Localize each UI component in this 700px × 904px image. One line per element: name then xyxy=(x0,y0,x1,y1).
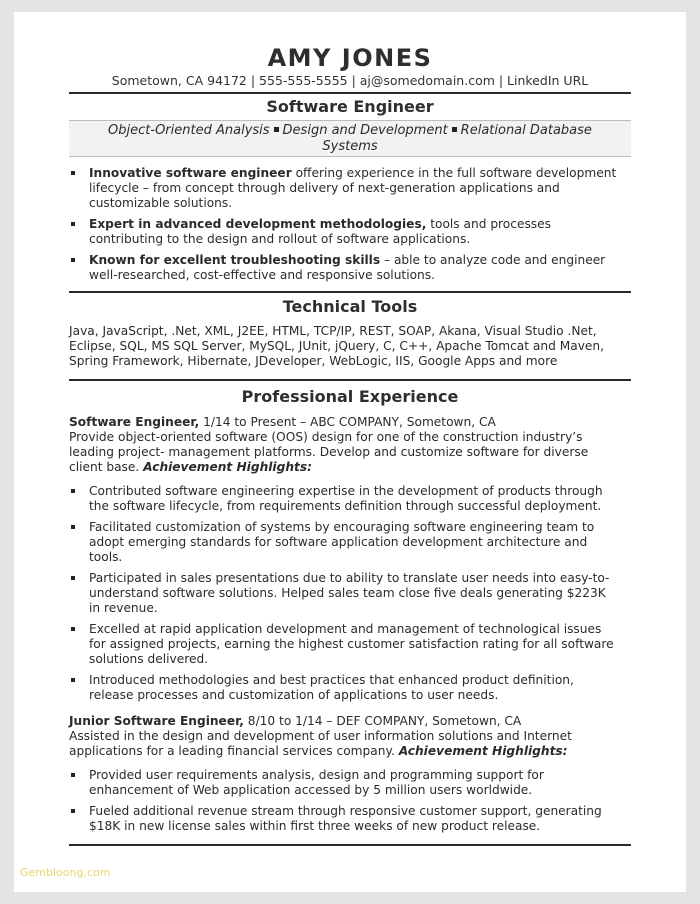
job-meta: 1/14 to Present – ABC COMPANY, Sometown, CA xyxy=(199,415,496,429)
summary-text: lifecycle – from concept through delivery of next-generation applications and xyxy=(89,181,560,195)
list-item xyxy=(69,253,634,283)
skill-item: Systems xyxy=(322,138,378,154)
bullet-text: Excelled at rapid application development and management of technological issues xyxy=(89,622,602,636)
watermark: Gembloong.com xyxy=(20,866,111,879)
section-heading: Technical Tools xyxy=(282,297,418,316)
square-bullet-icon xyxy=(71,489,75,493)
summary-text: well-researched, cost-effective and responsive solutions. xyxy=(89,268,435,282)
bullet-text: solutions delivered. xyxy=(89,652,209,666)
applicant-name: AMY JONES xyxy=(267,44,433,72)
bullet-text: in revenue. xyxy=(89,601,158,615)
bullet-text: the software lifecycle, from requirements definition through successful deployment. xyxy=(89,499,602,513)
square-bullet-icon xyxy=(452,127,457,132)
tools-list xyxy=(69,324,634,369)
summary-list xyxy=(69,166,634,283)
bullet-text: tools. xyxy=(89,550,123,564)
list-item xyxy=(69,571,634,616)
list-item xyxy=(69,804,634,834)
tools-line: Spring Framework, Hibernate, JDeveloper, WebLogic, IIS, Google Apps and more xyxy=(69,354,558,368)
tools-line: Eclipse, SQL, MS SQL Server, MySQL, JUnit, jQuery, C, C++, Apache Tomcat and Maven, xyxy=(69,339,605,353)
achievement-list xyxy=(69,484,634,703)
job-title: Software Engineer, xyxy=(69,415,200,429)
square-bullet-icon xyxy=(71,525,75,529)
job-header xyxy=(69,415,634,430)
divider xyxy=(69,291,631,293)
list-item xyxy=(69,484,634,514)
bullet-text: adopt emerging standards for software application development architecture and xyxy=(89,535,588,549)
list-item xyxy=(69,622,634,667)
bullet-text: Facilitated customization of systems by encouraging software engineering team to xyxy=(89,520,595,534)
job-entry xyxy=(69,415,634,475)
list-item xyxy=(69,166,634,211)
bullet-text: release processes and customization of applications to user needs. xyxy=(89,688,499,702)
job-title: Junior Software Engineer, xyxy=(69,714,244,728)
square-bullet-icon xyxy=(71,576,75,580)
resume-page xyxy=(14,12,686,892)
summary-bold: Known for excellent troubleshooting skills xyxy=(89,253,381,267)
bullet-text: Contributed software engineering expertise in the development of products through xyxy=(89,484,603,498)
bullet-text: $18K in new license sales within first three weeks of new product release. xyxy=(89,819,541,833)
tools-line: Java, JavaScript, .Net, XML, J2EE, HTML, TCP/IP, REST, SOAP, Akana, Visual Studio .Net, xyxy=(69,324,597,338)
contact-line: Sometown, CA 94172 | 555-555-5555 | aj@somedomain.com | LinkedIn URL xyxy=(111,73,589,88)
bullet-text: Introduced methodologies and best practices that enhanced product definition, xyxy=(89,673,574,687)
summary-text: contributing to the design and rollout of software applications. xyxy=(89,232,471,246)
achievement-list xyxy=(69,768,634,834)
job-description xyxy=(69,744,634,759)
bullet-text: for assigned projects, earning the highest customer satisfaction rating for all software xyxy=(89,637,614,651)
list-item xyxy=(69,673,634,703)
skill-item: Relational Database xyxy=(460,123,592,138)
divider xyxy=(69,92,631,94)
highlights-label: Achievement Highlights: xyxy=(398,744,568,758)
core-skills-box xyxy=(69,120,631,157)
bullet-text: understand software solutions. Helped sales team close five deals generating $223K xyxy=(89,586,606,600)
summary-text: offering experience in the full software development xyxy=(291,166,617,180)
square-bullet-icon xyxy=(71,258,75,262)
job-header xyxy=(69,714,634,729)
square-bullet-icon xyxy=(71,678,75,682)
list-item xyxy=(69,768,634,798)
job-description xyxy=(69,460,634,475)
summary-bold: Innovative software engineer xyxy=(89,166,292,180)
job-description-text: applications for a leading financial services company. xyxy=(69,744,399,758)
job-description-text: client base. xyxy=(69,460,144,474)
square-bullet-icon xyxy=(71,809,75,813)
summary-text: tools and processes xyxy=(426,217,552,231)
highlights-label: Achievement Highlights: xyxy=(143,460,312,474)
square-bullet-icon xyxy=(71,171,75,175)
square-bullet-icon xyxy=(71,773,75,777)
list-item xyxy=(69,217,634,247)
square-bullet-icon xyxy=(71,222,75,226)
job-description: leading project- management platforms. Develop and customize software for diverse xyxy=(69,445,589,459)
summary-bold: Expert in advanced development methodologies, xyxy=(89,217,427,231)
bullet-text: Fueled additional revenue stream through responsive customer support, generating xyxy=(89,804,602,818)
job-entry xyxy=(69,714,634,759)
skill-item: Design and Development xyxy=(282,123,448,138)
divider xyxy=(69,844,631,846)
job-meta: 8/10 to 1/14 – DEF COMPANY, Sometown, CA xyxy=(243,714,522,728)
summary-text: – able to analyze code and engineer xyxy=(380,253,606,267)
square-bullet-icon xyxy=(274,127,279,132)
job-description: Assisted in the design and development of user information solutions and Internet xyxy=(69,729,572,743)
section-heading: Professional Experience xyxy=(241,387,459,406)
summary-text: customizable solutions. xyxy=(89,196,233,210)
square-bullet-icon xyxy=(71,627,75,631)
skill-item: Object-Oriented Analysis xyxy=(108,123,270,138)
bullet-text: Provided user requirements analysis, design and programming support for xyxy=(89,768,544,782)
job-description: Provide object-oriented software (OOS) design for one of the construction industry’s xyxy=(69,430,583,444)
list-item xyxy=(69,520,634,565)
divider xyxy=(69,379,631,381)
bullet-text: enhancement of Web application accessed by 5 million users worldwide. xyxy=(89,783,533,797)
bullet-text: Participated in sales presentations due to ability to translate user needs into easy-to- xyxy=(89,571,610,585)
job-title-heading: Software Engineer xyxy=(266,97,434,116)
